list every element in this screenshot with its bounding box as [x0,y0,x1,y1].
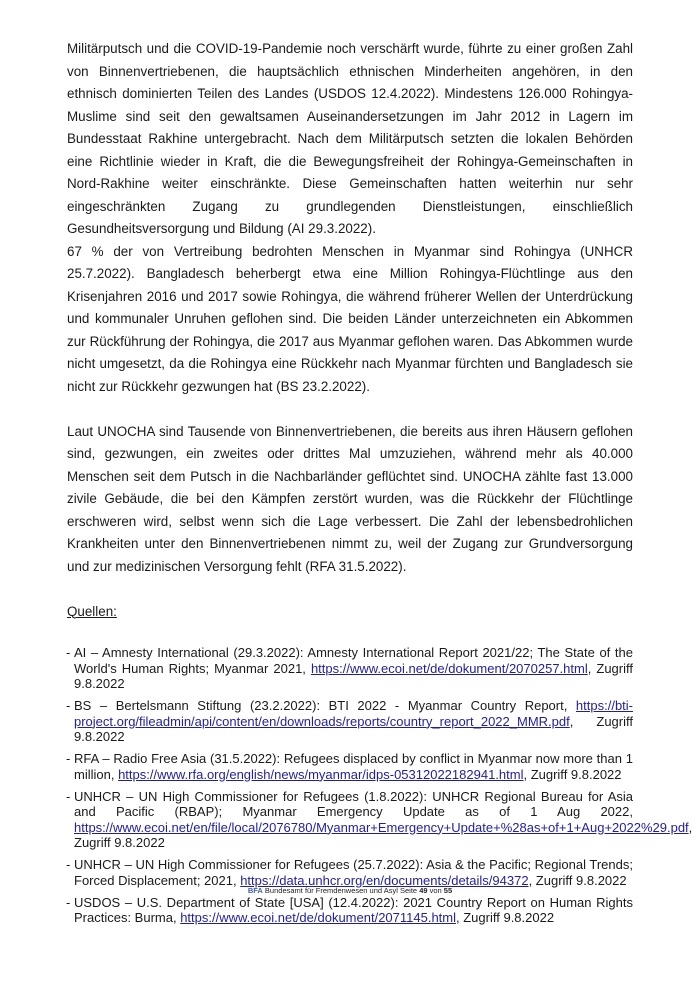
source-access-date: , Zugriff 9.8.2022 [74,713,633,744]
source-item-unhcr-trends [67,857,633,888]
list-dash: - [66,894,71,910]
paragraph-unocha: Laut UNOCHA sind Tausende von Binnenvertriebenen, die bereits aus ihren Häusern geflohen sind, gezwungen, ein zweites oder drittes Mal umzuziehen, während mehr als 40.000 Menschen seit dem Putsch in die Nachbarländer geflüchtet sind. UNOCHA zählte fast 13.000 zivile Gebäude, die bei den Kämpfen zerstört wurden, was die Rückkehr der Flüchtlinge erschweren wird, selbst wenn sich die Lage verbessert. Die Zahl der lebensbedrohlichen Krankheiten unter den Binnenvertriebenen nimmt zu, weil der Zugang zur Grundversorgung und zur medizinischen Versorgung fehlt (RFA 31.5.2022). [67,423,633,574]
source-text: BS – Bertelsmann Stiftung (23.2.2022): BTI 2022 - Myanmar Country Report, [74,698,576,713]
paragraph-spacer [67,578,633,601]
source-link[interactable]: https://bti-project.org/fileadmin/api/content/en/downloads/reports/country_report_2022_MMR.pdf [74,698,633,729]
source-link[interactable]: https://www.ecoi.net/de/dokument/2070257.html [310,660,588,676]
source-item-unhcr-rbap [66,788,693,851]
list-dash: - [66,788,71,804]
paragraph-spacer [67,398,633,421]
list-dash: - [66,698,71,713]
paragraph-idp-rohingya: Militärputsch und die COVID-19-Pandemie noch verschärft wurde, führte zu einer großen Zahl von Binnenvertriebenen, die hauptsächlich ethnischen Minderheiten angehören, in den ethnisch dominierten Teilen des Landes (USDOS 12.4.2022). Mindestens 126.000 Rohingya-Muslime sind seit den gewaltsamen Auseinandersetzungen im Jahr 2012 in Lagern im Bundesstaat Rakhine untergebracht. Nach dem Militärputsch setzten die lokalen Behörden eine Richtlinie wieder in Kraft, die die Bewegungsfreiheit der Rohingya-Gemeinschaften in Nord-Rakhine weiter einschränkte. Diese Gemeinschaften hatten weiterhin nur sehr eingeschränkten Zugang zu grundlegenden Dienstleistungen, einschließlich Gesundheitsversorgung und Bildung (AI 29.3.2022). [67,41,633,236]
source-link[interactable]: https://data.unhcr.org/en/documents/details/94372 [240,872,529,888]
source-text: UNHCR – UN High Commissioner for Refugees (25.7.2022): Asia & the Pacific; Regional Trends; Forced Displacement; 2021, [74,857,633,888]
document-page [66,38,693,932]
source-link[interactable]: https://www.rfa.org/english/news/myanmar/idps-05312022182941.html [118,766,524,782]
source-access-date: , Zugriff 9.8.2022 [528,872,627,888]
source-access-date: , Zugriff 9.8.2022 [456,910,555,925]
sources-heading: Quellen: [67,603,117,619]
footer-org-name: Bundesamt für Fremdenwesen und Asyl Seite [262,886,420,895]
source-text: UNHCR – UN High Commissioner for Refugees (1.8.2022): UNHCR Regional Bureau for Asia and Pacific (RBAP); Myanmar Emergency Update as of 1 Aug 2022, [74,788,633,819]
source-text: RFA – Radio Free Asia (31.5.2022): Refugees displaced by conflict in Myanmar now more than 1 million, [74,751,633,782]
footer-page-total: 55 [443,886,453,895]
footer-brand-logo: BFA [247,886,263,895]
source-item-usdos [67,895,633,926]
footer-page-of: von [427,886,444,895]
paragraph-bangladesh: 67 % der von Vertreibung bedrohten Menschen in Myanmar sind Rohingya (UNHCR 25.7.2022). Bangladesch beherbergt etwa eine Million Rohingya-Flüchtlinge aus den Krisenjahren 2016 und 2017 sowie Rohingya, die während früherer Wellen der Unterdrückung und kommunaler Unruhen geflohen sind. Die beiden Länder unterzeichneten ein Abkommen zur Rückführung der Rohingya, die 2017 aus Myanmar geflohen waren. Das Abkommen wurde nicht umgesetzt, da die Rohingya eine Rückkehr nach Myanmar fürchten und Bangladesch sie nicht zur Rückkehr gezwungen hat (BS 23.2.2022). [67,243,633,394]
sources-list [66,645,693,926]
page-footer [0,886,700,895]
source-link[interactable]: https://www.ecoi.net/en/file/local/2076780/Myanmar+Emergency+Update+%28as+of+1+Aug+2022%29.pdf [74,819,689,835]
source-access-date: , Zugriff 9.8.2022 [74,819,693,850]
source-text: USDOS – U.S. Department of State [USA] (12.4.2022): 2021 Country Report on Human Rights Practices: Burma, [74,894,633,925]
list-dash: - [66,751,71,766]
source-link[interactable]: https://www.ecoi.net/de/dokument/2071145.html [180,910,457,925]
source-item-rfa [67,751,633,782]
list-dash: - [66,857,71,872]
source-text: AI – Amnesty International (29.3.2022): Amnesty International Report 2021/22; The State of the World's Human Rights; Myanmar 2021, [74,645,633,676]
list-dash: - [66,645,71,660]
footer-page-number: 49 [419,886,428,895]
source-access-date: , Zugriff 9.8.2022 [523,766,622,782]
source-access-date: , Zugriff 9.8.2022 [74,660,633,691]
source-item-ai [67,645,633,692]
source-item-bs [67,698,633,745]
